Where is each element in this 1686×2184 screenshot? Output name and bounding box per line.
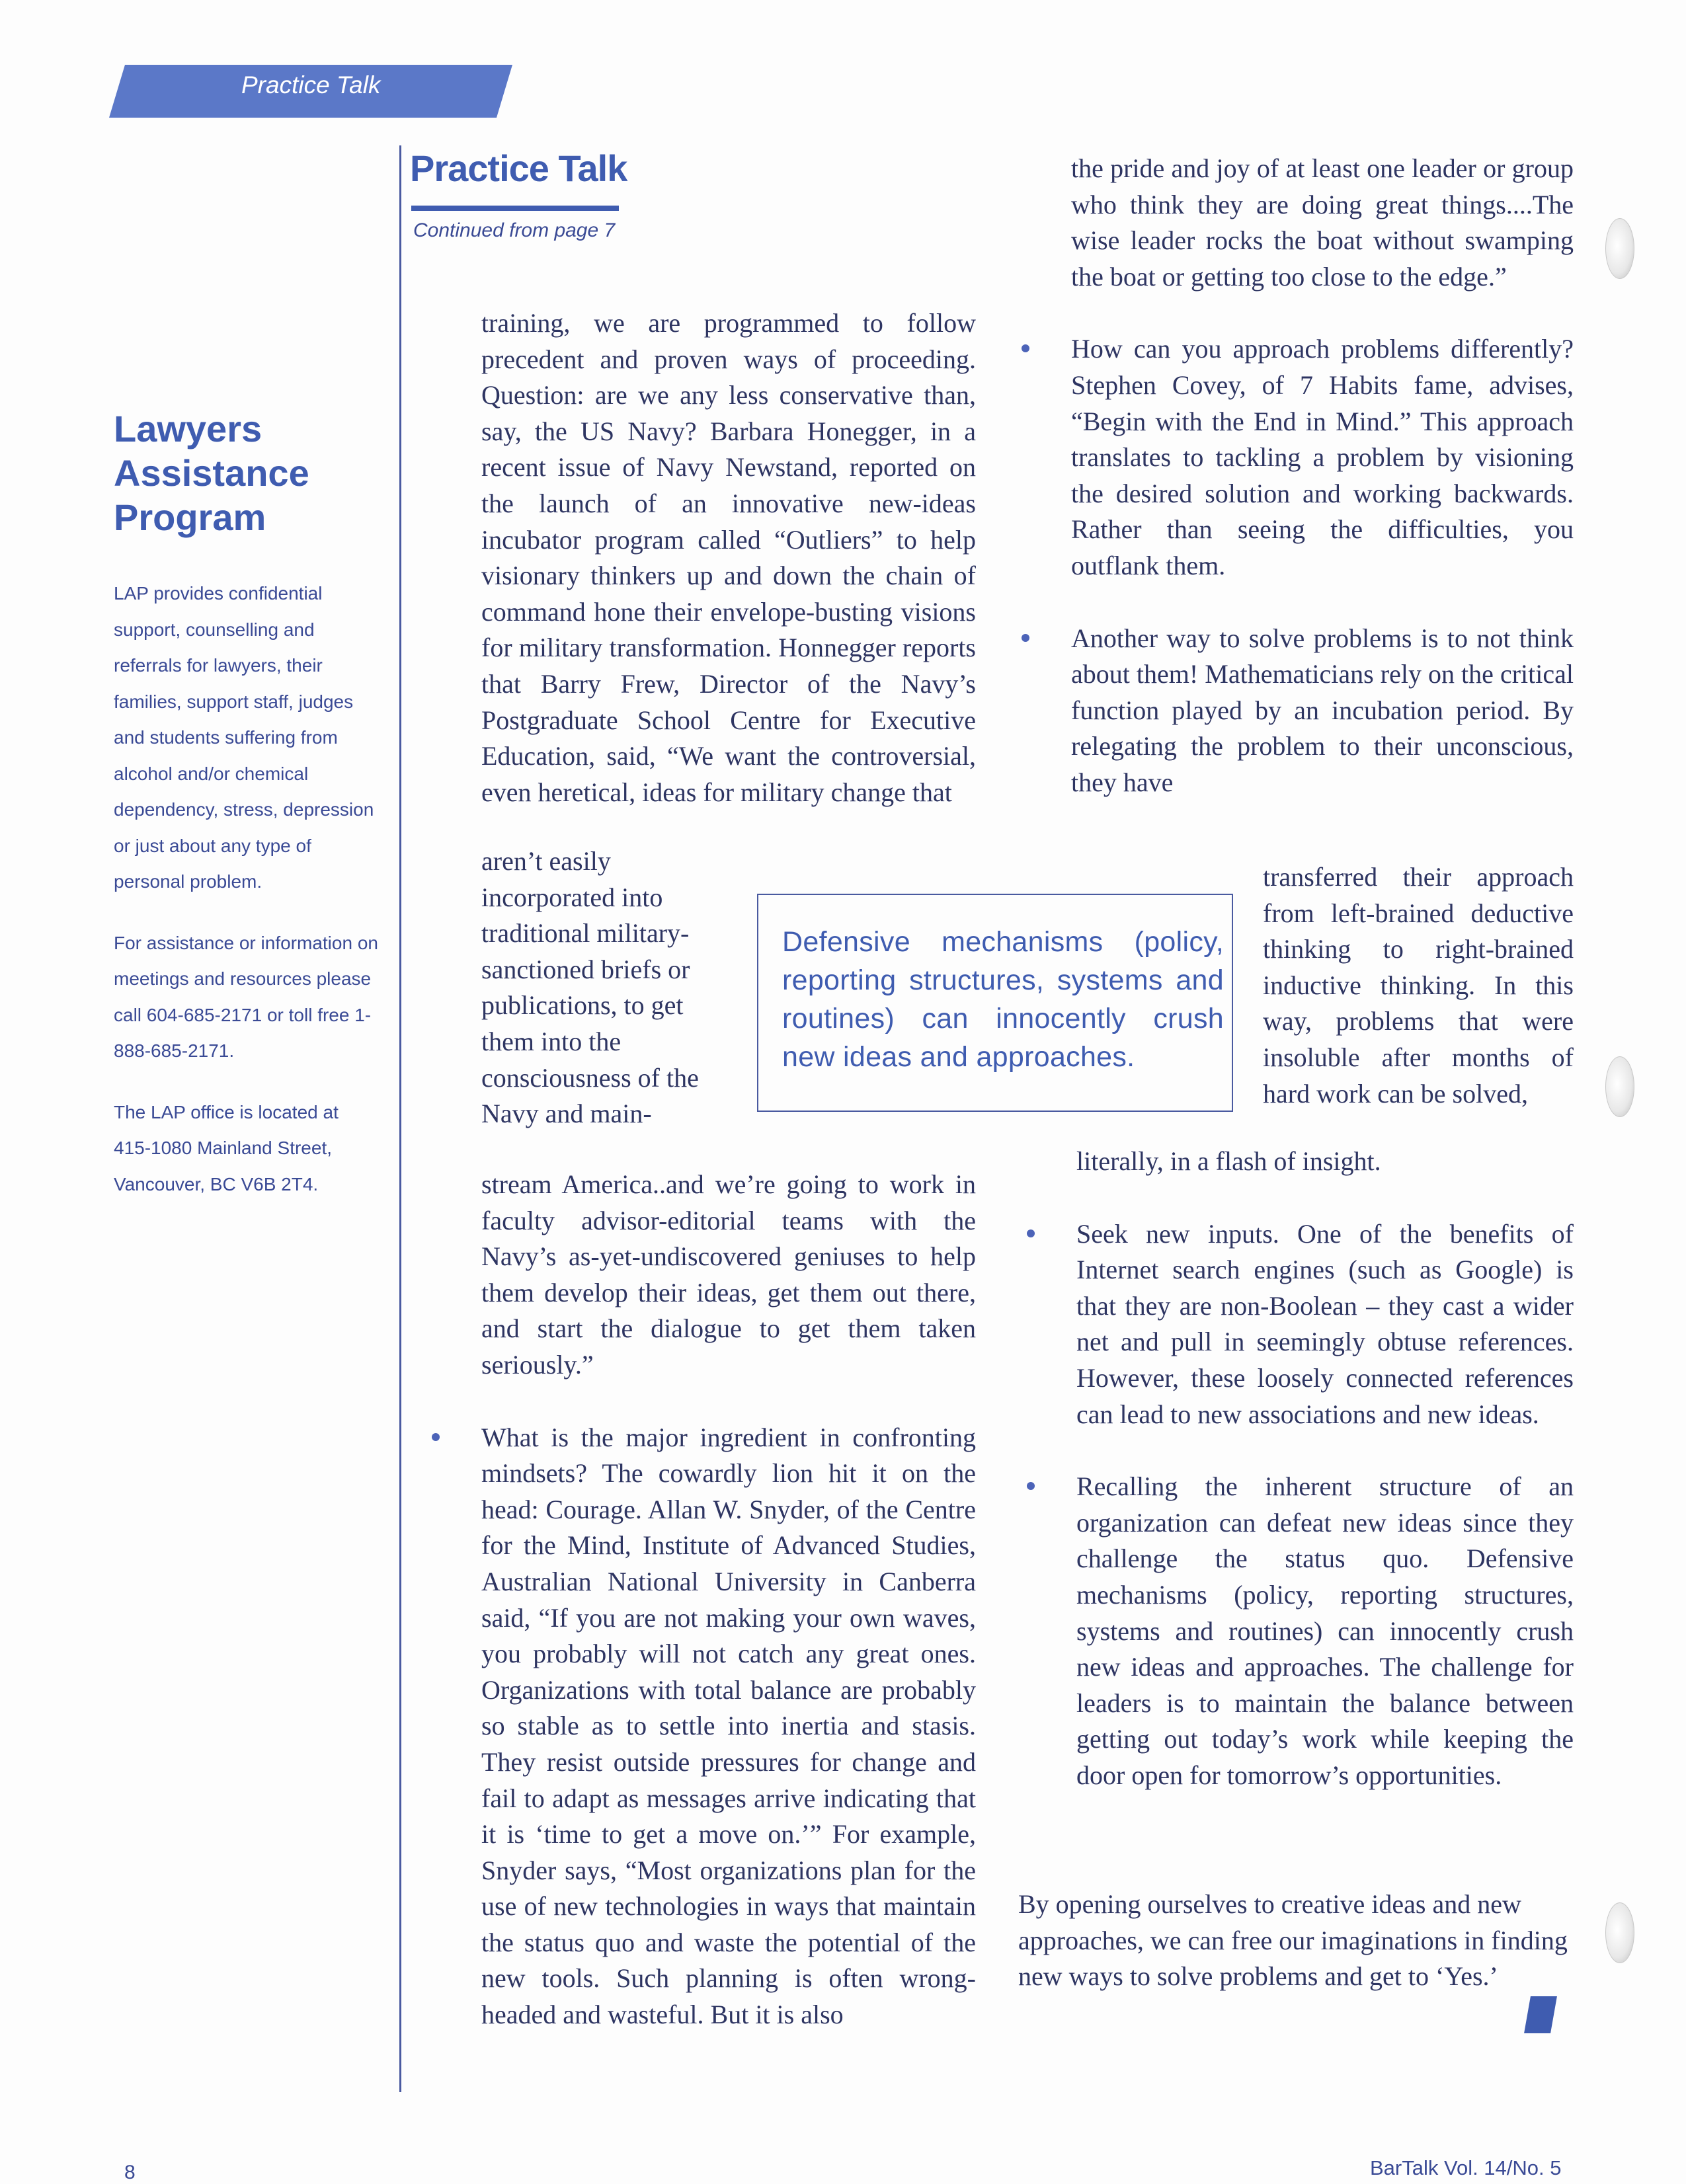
bullet-item xyxy=(1076,1469,1574,1793)
bullet-text: What is the major ingredient in confronting mindsets? The cowardly lion hit it on the head: Courage. Allan W. Snyder, of the Centre for the Mind, Institute of Advanced Studies, Australian National University in Canberra said, “If you are not making your own waves, you probably will not catch any great ones. Organizations with total balance are probably so stable as to settle into inertia and stasis. They resist outside pressures for change and fail to adapt as messages arrive indicating that it is ‘time to get a move on.’” For example, Snyder says, “Most organizations plan for the use of new technologies in ways that maintain the status quo and waste the potential of the new tools. Such planning is often wrong-headed and wasteful. But it is also xyxy=(481,1422,976,2030)
article-paragraph: transferred their approach from left-brained deductive thinking to right-brained inductive thinking. In this way, problems that were insoluble after months of hard work can be solved, xyxy=(1263,862,1574,1109)
article-paragraph: the pride and joy of at least one leader or group who think they are doing great things....The wise leader rocks the boat without swamping the boat or getting too close to the edge.” xyxy=(1071,153,1574,292)
end-of-article-icon xyxy=(1524,1996,1557,2033)
article-paragraph: stream America..and we’re going to work in faculty advisor-editorial teams with the Navy’s as-yet-undiscovered geniuses to help them develop their ideas, get them out there, and start the dialogue to get them taken seriously.” xyxy=(481,1169,976,1380)
closing-paragraph xyxy=(1018,1887,1584,1995)
continued-from-label: Continued from page 7 xyxy=(413,219,616,241)
binder-hole-icon xyxy=(1605,1056,1634,1117)
page-number: 8 xyxy=(124,2162,136,2183)
sidebar-title: Lawyers Assistance Program xyxy=(114,408,309,538)
bullet-icon xyxy=(1027,1482,1035,1490)
sidebar xyxy=(114,407,378,1228)
article-wrap-right xyxy=(1263,859,1574,1112)
bullet-item xyxy=(481,1420,976,2033)
article-title: Practice Talk xyxy=(410,147,627,189)
bullet-icon xyxy=(1022,634,1029,642)
section-header-label: Practice Talk xyxy=(241,71,381,98)
bullet-icon xyxy=(432,1433,440,1441)
bullet-text: Another way to solve problems is to not think about them! Mathematicians rely on the critical function played by an incubation period. By relegating the problem to their unconscious, they have xyxy=(1071,623,1574,797)
article-column-right xyxy=(1071,151,1574,801)
article-paragraph: By opening ourselves to creative ideas and new approaches, we can free our imaginations in finding new ways to solve problems and get to ‘Yes.’ xyxy=(1018,1889,1568,1992)
bullet-text: How can you approach problems differently? Stephen Covey, of 7 Habits fame, advises, “Begin with the End in Mind.” This approach translates to tackling a problem by visioning the desired solution and working backwards. Rather than seeing the difficulties, you outflank them. xyxy=(1071,334,1574,580)
binder-hole-icon xyxy=(1605,1902,1634,1963)
title-underline xyxy=(411,206,619,211)
bullet-icon xyxy=(1027,1229,1035,1237)
bullet-icon xyxy=(1022,344,1029,352)
bullet-item xyxy=(1071,331,1574,584)
bullet-item xyxy=(1071,621,1574,801)
pull-quote: Defensive mechanisms (policy, reporting structures, systems and routines) can innocently crush new ideas and approaches. xyxy=(757,894,1233,1112)
article-column-right-lower xyxy=(1076,1144,1574,1794)
bullet-text: Recalling the inherent structure of an organization can defeat new ideas since they challenge the status quo. Defensive mechanisms (policy, reporting structures, systems and routines) can innocently crush new ideas and approaches. The challenge for leaders is to maintain the balance between getting out today’s work while keeping the door open for tomorrow’s opportunities. xyxy=(1076,1471,1574,1790)
sidebar-paragraph: The LAP office is located at 415-1080 Mainland Street, Vancouver, BC V6B 2T4. xyxy=(114,1101,339,1194)
column-divider xyxy=(399,145,401,2092)
article-paragraph: literally, in a flash of insight. xyxy=(1076,1146,1381,1176)
bullet-text: Seek new inputs. One of the benefits of Internet search engines (such as Google) is that they are non-Boolean – they cast a wider net and pull in seemingly obtuse references. However, these loosely connected references can lead to new associations and new ideas. xyxy=(1076,1218,1574,1429)
sidebar-paragraph: LAP provides confidential support, counselling and referrals for lawyers, their families, support staff, judges and students suffering from alcohol and/or chemical dependency, stress, depression or just about any type of personal problem. xyxy=(114,583,374,892)
article-wrap-middle xyxy=(481,843,729,1132)
article-column-middle xyxy=(481,305,976,810)
bullet-item xyxy=(1076,1216,1574,1433)
binder-hole-icon xyxy=(1605,218,1634,279)
article-column-middle-lower xyxy=(481,1167,976,2033)
article-paragraph: training, we are programmed to follow precedent and proven ways of proceeding. Question: are we any less conservative than, say, the US Navy? Barbara Honegger, in a recent issue of Navy Newstand, reported on the launch of an innovative new-ideas incubator program called “Outliers” to help visionary thinkers up and down the chain of command hone their envelope-busting visions for military transformation. Honnegger reports that Barry Frew, Director of the Navy’s Postgraduate School Centre for Executive Education, said, “We want the controversial, even heretical, ideas for military change that xyxy=(481,308,976,807)
issue-label: BarTalk Vol. 14/No. 5 xyxy=(1370,2156,1562,2179)
article-paragraph: aren’t easily incorporated into traditional military-sanctioned briefs or publications, to get them into the consciousness of the Navy and main- xyxy=(481,846,699,1129)
sidebar-paragraph: For assistance or information on meetings and resources please call 604-685-2171 or toll free 1-888-685-2171. xyxy=(114,932,378,1061)
